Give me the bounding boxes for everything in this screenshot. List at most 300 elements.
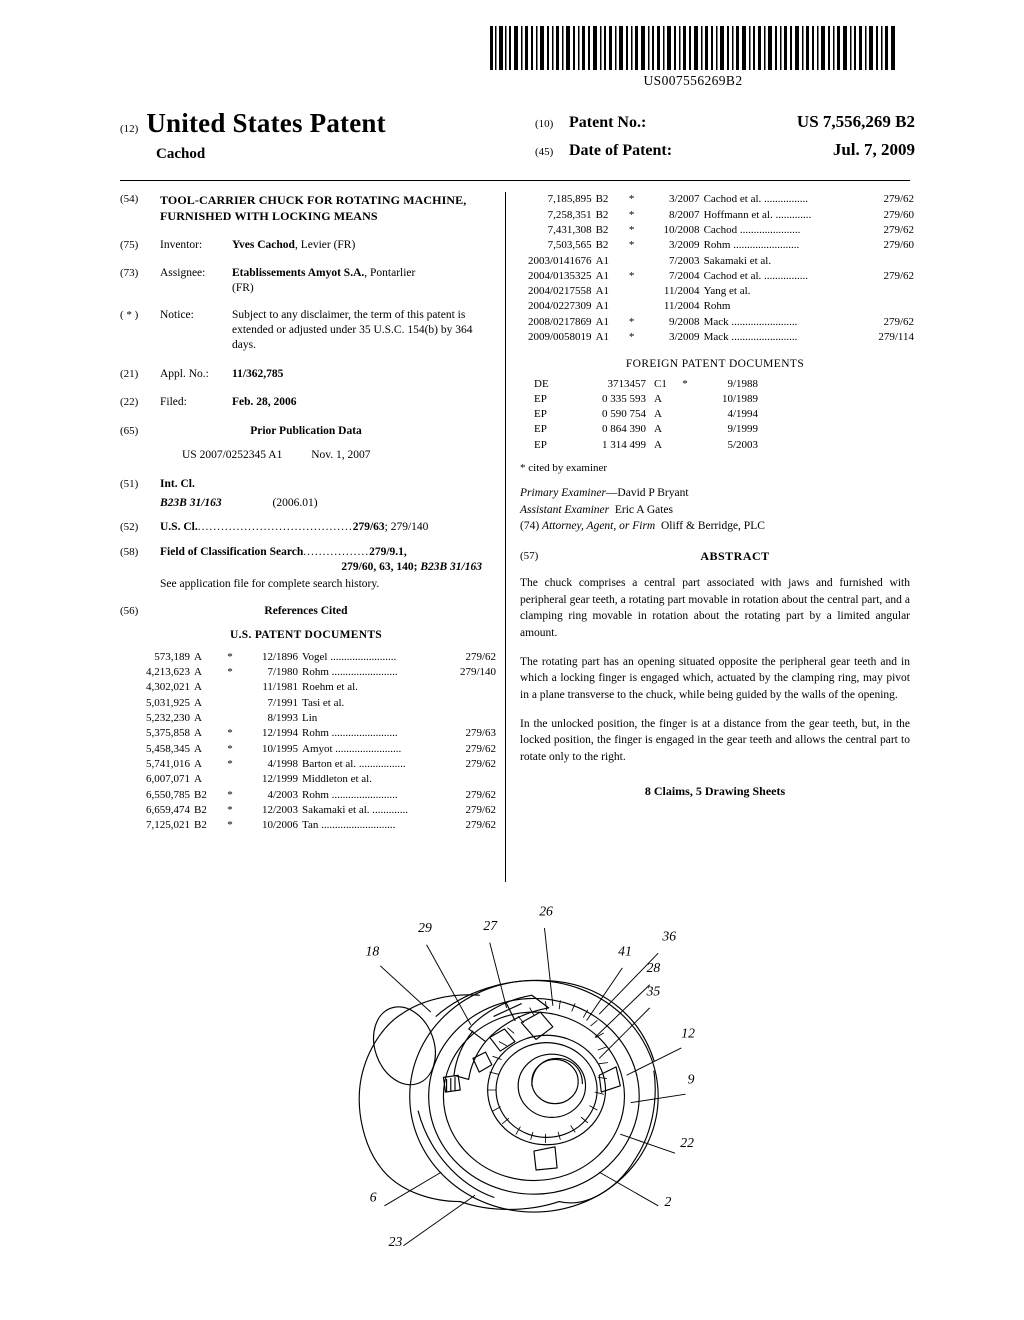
cell-2: A	[194, 727, 202, 740]
abstract-text	[520, 575, 910, 766]
cell-2: B2	[595, 193, 609, 206]
cell-1: 7,258,351	[547, 208, 592, 221]
attorney-value: Oliff & Berridge, PLC	[660, 520, 765, 533]
header-divider	[120, 180, 910, 181]
cell-2: B2	[194, 803, 207, 816]
cell-2: 1 314 499	[602, 438, 646, 451]
cell-4: 8/1993	[267, 712, 298, 725]
cell-4: 10/1995	[261, 742, 298, 755]
cell-1: 2003/0141676	[528, 254, 592, 267]
assignee-city: , Pontarlier	[364, 266, 416, 279]
cell-1: 7,185,895	[547, 193, 592, 206]
cell-2: B2	[194, 788, 207, 801]
cell-6: 279/62	[883, 269, 914, 282]
table-row	[530, 391, 762, 406]
cell-2: 0 590 754	[602, 408, 646, 421]
cell-5: Rohm ........................	[302, 727, 398, 740]
cell-5: Tan ...........................	[302, 819, 396, 832]
notice-label: Notice:	[160, 308, 194, 321]
figure-reference-numeral: 29	[418, 920, 432, 936]
field-58	[120, 545, 492, 593]
field-search-block	[160, 545, 492, 593]
cell-4: 12/1896	[261, 650, 298, 663]
cell-3: *	[227, 727, 233, 740]
cell-3: *	[628, 269, 635, 282]
table-row	[526, 268, 916, 283]
cell-1: EP	[534, 408, 547, 421]
cell-6: 279/62	[465, 757, 496, 770]
cell-5: Cachod et al. ................	[703, 193, 809, 206]
table-row	[526, 284, 916, 299]
field-tag-56: (56)	[120, 605, 139, 618]
prior-pub-heading: Prior Publication Data	[250, 424, 362, 437]
cell-4: *	[682, 377, 688, 390]
notice-text: Subject to any disclaimer, the term of this patent is extended or adjusted under 35 U.S.C. 154(b) by 364 days.	[232, 308, 473, 352]
cell-3: *	[227, 788, 233, 801]
abstract-paragraph-3: In the unlocked position, the finger is at a distance from the gear teeth, but, in the locked position, the finger is engaged in the gear teeth and allows the central part to rotate only to the right.	[520, 717, 910, 764]
field-tag-10: (10)	[535, 118, 554, 130]
figure-reference-numeral: 27	[483, 918, 498, 933]
cell-4: 11/2004	[663, 285, 700, 298]
cell-4: 4/1998	[267, 757, 298, 770]
figure-reference-numeral: 22	[680, 1134, 694, 1150]
field-tag-57: (57)	[520, 550, 539, 563]
cell-2: 3713457	[607, 377, 646, 390]
cell-6: 279/62	[883, 223, 914, 236]
figure-reference-numeral: 35	[646, 983, 661, 999]
cell-3: *	[227, 742, 233, 755]
cell-1: 5,031,925	[146, 696, 190, 709]
int-cl-code: B23B 31/163	[160, 497, 222, 510]
primary-examiner-line	[520, 485, 910, 502]
cell-3: A	[654, 438, 662, 451]
cell-2: A1	[595, 300, 610, 313]
field-tag-51: (51)	[120, 478, 139, 491]
field-tag-22: (22)	[120, 395, 139, 408]
assignee-name: Etablissements Amyot S.A.	[232, 266, 365, 279]
cell-4	[674, 391, 696, 406]
cell-1: 7,431,308	[547, 223, 592, 236]
cell-5: Mack ........................	[703, 315, 798, 328]
cell-5: Yang et al.	[703, 285, 751, 298]
field-54	[120, 192, 492, 224]
figure-reference-numeral: 23	[388, 1233, 403, 1249]
assignee-value	[232, 266, 492, 296]
cell-2: B2	[595, 208, 609, 221]
cell-2: A1	[595, 315, 610, 328]
inventor-location: , Levier (FR)	[294, 239, 356, 252]
cell-3	[222, 695, 238, 710]
field-search-value2: 279/60, 63, 140;	[341, 560, 418, 573]
abstract-heading: ABSTRACT	[700, 549, 770, 564]
field-51	[120, 477, 492, 511]
abstract-paragraph-1: The chuck comprises a central part associated with jaws and furnished with peripheral gear teeth, a rotating part movable in rotation about the central part, and a clamping ring movable in rotation about the rotating part by a limited angular amount.	[520, 576, 910, 639]
cell-6: 279/62	[465, 788, 496, 801]
table-row	[526, 253, 916, 268]
cell-2: A	[194, 757, 202, 770]
cell-4: 3/2009	[669, 331, 700, 344]
cell-3	[222, 711, 238, 726]
field-tag-75: (75)	[120, 239, 139, 252]
cell-5: Sakamaki et al. .............	[302, 803, 409, 816]
patent-number-block	[535, 112, 915, 168]
page-title: United States Patent	[146, 108, 386, 138]
cell-1: EP	[534, 438, 547, 451]
cell-4: 3/2009	[669, 239, 700, 252]
column-divider	[505, 192, 506, 882]
primary-examiner-value: —David P Bryant	[605, 487, 689, 500]
us-cl-primary: 279/63	[352, 521, 385, 534]
table-row	[126, 787, 498, 802]
cell-3: *	[227, 819, 233, 832]
cell-1: 7,125,021	[146, 819, 190, 832]
references-cited-heading: References Cited	[264, 605, 348, 618]
cell-4: 12/2003	[261, 803, 298, 816]
patent-date-row	[535, 140, 915, 160]
cell-1: 4,213,623	[146, 666, 190, 679]
cell-1: DE	[534, 377, 549, 390]
field-73	[120, 266, 492, 296]
cell-3: *	[628, 315, 635, 328]
cell-2: A1	[595, 269, 610, 282]
field-65	[120, 424, 492, 463]
cell-3: *	[628, 223, 635, 236]
field-tag-12: (12)	[120, 123, 139, 135]
cell-2: A1	[595, 331, 610, 344]
field-tag-74: (74)	[520, 520, 540, 533]
cell-6: 279/62	[465, 803, 496, 816]
assignee-country: (FR)	[232, 281, 254, 294]
cell-5: 10/1989	[721, 392, 758, 405]
cell-1: 6,550,785	[146, 788, 190, 801]
table-row	[526, 299, 916, 314]
right-column	[520, 192, 914, 800]
field-search-note: See application file for complete search history.	[160, 577, 380, 590]
field-search-value2b: B23B 31/163	[420, 560, 482, 573]
cell-3	[624, 284, 640, 299]
cell-4: 10/2008	[663, 223, 700, 236]
field-tag-54: (54)	[120, 193, 139, 205]
cell-6	[446, 711, 498, 726]
cell-2: A	[194, 650, 202, 663]
cell-1: 5,741,016	[146, 757, 190, 770]
assistant-examiner-value: Eric A Gates	[614, 503, 673, 516]
cell-5: Barton et al. .................	[302, 757, 406, 770]
cell-1: 2004/0217558	[528, 285, 592, 298]
table-row	[526, 207, 916, 222]
field-21	[120, 367, 492, 382]
table-row	[126, 802, 498, 817]
barcode-block	[490, 26, 896, 89]
cell-3: A	[654, 408, 662, 421]
cell-2: B2	[194, 819, 207, 832]
primary-examiner-label: Primary Examiner	[520, 487, 606, 500]
cell-2: A	[194, 696, 202, 709]
appl-no-label: Appl. No.:	[160, 368, 209, 381]
cell-5: Hoffmann et al. .............	[703, 208, 812, 221]
field-tag-73: (73)	[120, 266, 139, 279]
cell-4: 10/2006	[261, 819, 298, 832]
abstract-header-row	[520, 549, 910, 565]
cell-2: 0 864 390	[602, 423, 646, 436]
cell-6: 279/60	[883, 208, 914, 221]
table-row	[526, 223, 916, 238]
invention-title: TOOL-CARRIER CHUCK FOR ROTATING MACHINE, FURNISHED WITH LOCKING MEANS	[160, 193, 467, 224]
cell-6: 279/62	[883, 315, 914, 328]
cell-5: Rohm ........................	[302, 788, 398, 801]
cell-5: 4/1994	[727, 408, 758, 421]
table-row	[126, 665, 498, 680]
field-tag-65: (65)	[120, 424, 139, 437]
cell-1: 573,189	[154, 650, 190, 663]
cell-4: 8/2007	[669, 208, 700, 221]
assistant-examiner-label: Assistant Examiner	[520, 503, 610, 516]
field-tag-21: (21)	[120, 368, 139, 381]
field-search-dots: .................	[303, 545, 370, 558]
table-row	[126, 680, 498, 695]
cell-4: 7/2004	[669, 269, 700, 282]
cell-2: A	[194, 773, 202, 786]
cell-6: 279/62	[465, 819, 496, 832]
inventor-surname: Cachod	[156, 146, 206, 162]
figure-reference-numeral: 18	[365, 943, 380, 959]
prior-pub-number: US 2007/0252345 A1	[182, 448, 283, 461]
prior-pub-block	[160, 424, 492, 463]
cell-1: 2009/0058019	[528, 331, 592, 344]
cell-6	[864, 253, 916, 268]
cell-6	[864, 284, 916, 299]
cell-2: 0 335 593	[602, 392, 646, 405]
inventor-label: Inventor:	[160, 239, 203, 252]
cell-4: 7/1980	[267, 666, 298, 679]
cell-3: *	[628, 239, 635, 252]
cell-5: Rohm	[703, 300, 731, 313]
assignee-label: Assignee:	[160, 266, 206, 279]
cell-2: A	[194, 712, 202, 725]
abstract-paragraph-2: The rotating part has an opening situated opposite the peripheral gear teeth and in which a locking finger is engaged which, actuated by the clamping ring, may pivot in a plane transverse to the chuck, while being guided by the walls of the opening.	[520, 655, 910, 702]
cell-5: Amyot ........................	[302, 742, 402, 755]
cell-2: A1	[595, 254, 610, 267]
cell-3: A	[654, 423, 662, 436]
cell-6: 279/62	[465, 742, 496, 755]
chuck-drawing	[120, 890, 910, 1290]
table-row	[126, 818, 498, 833]
figure-reference-numeral: 2	[664, 1193, 672, 1209]
cell-5: Cachod ......................	[703, 223, 801, 236]
figure-reference-numeral: 6	[369, 1189, 377, 1205]
cell-3: *	[628, 208, 635, 221]
cell-1: EP	[534, 423, 547, 436]
cell-3: *	[227, 757, 233, 770]
inventor-name: Yves Cachod	[232, 239, 295, 252]
cell-4: 12/1994	[261, 727, 298, 740]
cell-5: 5/2003	[727, 438, 758, 451]
barcode-number: US007556269B2	[643, 73, 743, 88]
cell-2: A	[194, 681, 202, 694]
table-row	[126, 726, 498, 741]
cell-4: 4/2003	[267, 788, 298, 801]
table-row	[526, 238, 916, 253]
table-row	[126, 695, 498, 710]
foreign-documents-table	[530, 376, 762, 452]
table-row	[126, 741, 498, 756]
field-search-value1: 279/9.1,	[369, 545, 407, 558]
cell-4: 11/1981	[262, 681, 298, 694]
cell-1: 4,302,021	[146, 681, 190, 694]
foreign-documents-heading: FOREIGN PATENT DOCUMENTS	[625, 357, 805, 370]
us-cl-label: U.S. Cl.	[160, 521, 198, 534]
field-52	[120, 520, 492, 535]
cell-6	[864, 299, 916, 314]
inventor-value	[232, 238, 492, 253]
table-row	[126, 711, 498, 726]
cell-5: Cachod et al. ................	[703, 269, 809, 282]
cell-5: Rohm ........................	[703, 239, 800, 252]
cell-4: 12/1999	[261, 773, 298, 786]
figure-reference-numeral: 41	[618, 943, 632, 959]
examiner-block	[520, 485, 910, 535]
us-patent-documents-table-cont	[526, 192, 916, 345]
cell-1: 5,375,858	[146, 727, 190, 740]
cell-5: Sakamaki et al.	[703, 254, 772, 267]
cell-1: 5,232,230	[146, 712, 190, 725]
cell-5: 9/1988	[727, 377, 758, 390]
prior-pub-line	[160, 448, 492, 463]
cell-2: A	[194, 742, 202, 755]
field-tag-52: (52)	[120, 521, 139, 534]
table-row	[126, 757, 498, 772]
cell-5: Rohm ........................	[302, 666, 398, 679]
int-cl-block	[160, 477, 492, 511]
cell-5: Mack ........................	[703, 331, 798, 344]
cell-4	[674, 437, 696, 452]
field-search-line2	[160, 560, 492, 575]
field-notice	[120, 308, 492, 354]
cell-3: A	[654, 392, 662, 405]
cell-6	[446, 772, 498, 787]
table-row	[126, 772, 498, 787]
cell-3	[624, 253, 640, 268]
cell-3: *	[628, 193, 635, 206]
attorney-label: Attorney, Agent, or Firm	[542, 520, 656, 533]
field-tag-58: (58)	[120, 545, 139, 558]
cell-3: C1	[654, 377, 667, 390]
cell-4: 11/2004	[663, 300, 700, 313]
cell-6	[446, 695, 498, 710]
cell-3: *	[628, 331, 635, 344]
cell-3	[222, 772, 238, 787]
cell-1: 5,458,345	[146, 742, 190, 755]
cell-6: 279/62	[465, 650, 496, 663]
cell-5: Tasi et al.	[302, 696, 345, 709]
cell-1: 2004/0135325	[528, 269, 592, 282]
cell-2: A	[194, 666, 202, 679]
cell-2: B2	[595, 223, 609, 236]
us-patent-documents-heading: U.S. PATENT DOCUMENTS	[230, 629, 382, 642]
assistant-examiner-line	[520, 502, 910, 519]
date-of-patent-label: Date of Patent:	[569, 142, 673, 159]
field-56	[120, 604, 492, 619]
patent-no-value: US 7,556,269 B2	[796, 112, 915, 131]
patent-figure	[120, 890, 910, 1290]
table-row	[526, 192, 916, 207]
us-cl-dots: ........................................	[197, 521, 353, 534]
cell-3: *	[227, 650, 233, 663]
patent-no-label: Patent No.:	[569, 114, 647, 131]
cell-3: *	[227, 666, 233, 679]
figure-reference-numeral: 26	[539, 903, 553, 919]
cell-4	[674, 422, 696, 437]
cell-1: 2004/0227309	[528, 300, 592, 313]
int-cl-label: Int. Cl.	[160, 478, 195, 491]
cell-1: 7,503,565	[547, 239, 592, 252]
cell-6: 279/114	[878, 331, 914, 344]
cell-6: 279/140	[459, 666, 496, 679]
table-row	[126, 649, 498, 664]
cell-5: 9/1999	[727, 423, 758, 436]
table-row	[526, 314, 916, 329]
int-cl-version: (2006.01)	[272, 497, 318, 510]
cell-2: B2	[595, 239, 609, 252]
appl-no-value: 11/362,785	[232, 368, 284, 381]
int-cl-line	[160, 496, 492, 511]
cell-6	[446, 680, 498, 695]
us-cl-block	[160, 520, 492, 535]
us-cl-secondary: ; 279/140	[384, 521, 429, 534]
table-row	[530, 376, 762, 391]
date-of-patent-value: Jul. 7, 2009	[832, 140, 915, 159]
table-row	[530, 407, 762, 422]
field-tag-45: (45)	[535, 146, 554, 158]
barcode-image	[490, 26, 896, 70]
figure-reference-numeral: 12	[681, 1025, 695, 1041]
filed-value: Feb. 28, 2006	[232, 395, 297, 408]
cell-4: 9/2008	[669, 315, 700, 328]
claims-sheets-line: 8 Claims, 5 Drawing Sheets	[644, 783, 786, 798]
cell-4: 3/2007	[669, 193, 700, 206]
patent-number-row	[535, 112, 915, 132]
cell-3: *	[227, 803, 233, 816]
cell-5: Roehm et al.	[302, 681, 358, 694]
attorney-line	[520, 518, 910, 535]
field-search-label: Field of Classification Search	[160, 545, 304, 558]
field-22	[120, 395, 492, 410]
cell-4: 7/2003	[669, 254, 700, 267]
cell-1: 2008/0217869	[528, 315, 592, 328]
field-75	[120, 238, 492, 253]
figure-reference-numeral: 9	[687, 1071, 695, 1087]
filed-label: Filed:	[160, 395, 187, 408]
prior-pub-date: Nov. 1, 2007	[311, 448, 371, 461]
cell-4: 7/1991	[267, 696, 298, 709]
cell-1: 6,659,474	[146, 803, 190, 816]
table-row	[530, 422, 762, 437]
cell-3	[624, 299, 640, 314]
cell-1: 6,007,071	[146, 773, 190, 786]
cell-5: Vogel ........................	[302, 650, 397, 663]
cell-5: Middleton et al.	[302, 773, 372, 786]
cited-by-examiner-note: * cited by examiner	[520, 461, 608, 474]
figure-reference-numeral: 36	[662, 928, 677, 944]
us-patent-documents-table	[126, 649, 498, 833]
cell-2: A1	[595, 285, 610, 298]
figure-reference-numeral: 28	[646, 960, 661, 976]
cell-4	[674, 407, 696, 422]
table-row	[526, 330, 916, 345]
table-row	[530, 437, 762, 452]
cell-5: Lin	[302, 712, 318, 725]
cell-6: 279/63	[465, 727, 496, 740]
